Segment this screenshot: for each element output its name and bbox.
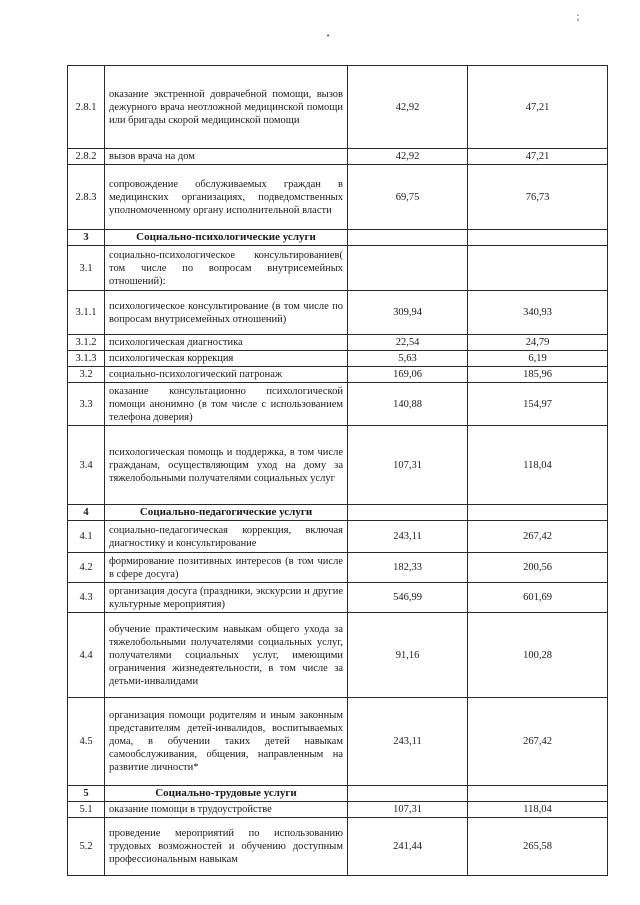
price-value-2: 24,79	[468, 335, 608, 351]
price-value-2: 340,93	[468, 291, 608, 335]
table-row	[68, 246, 608, 291]
table-row	[68, 165, 608, 230]
section-number: 3	[68, 230, 105, 246]
price-value-2: 267,42	[468, 698, 608, 786]
section-row	[68, 786, 608, 802]
price-value-2	[468, 505, 608, 521]
price-value-1: 107,31	[348, 426, 468, 505]
row-number: 2.8.3	[68, 165, 105, 230]
row-number: 3.1.1	[68, 291, 105, 335]
section-title: Социально-трудовые услуги	[105, 786, 348, 802]
price-value-2: 200,56	[468, 553, 608, 583]
price-value-2: 6,19	[468, 351, 608, 367]
service-name: оказание помощи в трудоустройстве	[105, 802, 348, 818]
section-title: Социально-педагогические услуги	[105, 505, 348, 521]
row-number: 4.2	[68, 553, 105, 583]
price-value-1: 107,31	[348, 802, 468, 818]
table-row	[68, 802, 608, 818]
price-value-1	[348, 246, 468, 291]
table-row	[68, 66, 608, 149]
price-value-2: 185,96	[468, 367, 608, 383]
price-value-1: 241,44	[348, 818, 468, 876]
service-name: психологическое консультирование (в том числе по вопросам внутрисемейных отношений)	[105, 291, 348, 335]
scan-artifact-mark: ⁏	[576, 12, 580, 23]
price-value-2: 267,42	[468, 521, 608, 553]
row-number: 3.1.2	[68, 335, 105, 351]
row-number: 5.1	[68, 802, 105, 818]
price-value-1: 91,16	[348, 613, 468, 698]
price-value-1: 69,75	[348, 165, 468, 230]
service-name: психологическая диагностика	[105, 335, 348, 351]
price-value-1: 243,11	[348, 521, 468, 553]
price-value-1: 182,33	[348, 553, 468, 583]
price-value-2: 100,28	[468, 613, 608, 698]
price-value-2: 47,21	[468, 66, 608, 149]
service-name: психологическая помощь и поддержка, в том числе гражданам, осуществляющим уход на дому за тяжелобольными получателями социальных услуг	[105, 426, 348, 505]
row-number: 4.4	[68, 613, 105, 698]
service-name: формирование позитивных интересов (в том числе в сфере досуга)	[105, 553, 348, 583]
table-row	[68, 351, 608, 367]
table-row	[68, 335, 608, 351]
price-value-1: 140,88	[348, 383, 468, 426]
section-title: Социально-психологические услуги	[105, 230, 348, 246]
row-number: 3.3	[68, 383, 105, 426]
row-number: 5.2	[68, 818, 105, 876]
price-value-2: 265,58	[468, 818, 608, 876]
section-row	[68, 505, 608, 521]
row-number: 3.2	[68, 367, 105, 383]
table-row	[68, 149, 608, 165]
table-row	[68, 367, 608, 383]
section-number: 4	[68, 505, 105, 521]
service-name: оказание экстренной доврачебной помощи, вызов дежурного врача неотложной медицинской помощи или бригады скорой медицинской помощи	[105, 66, 348, 149]
price-value-1	[348, 505, 468, 521]
price-value-1: 309,94	[348, 291, 468, 335]
service-name: проведение мероприятий по использованию трудовых возможностей и обучению доступным профессиональным навыкам	[105, 818, 348, 876]
service-name: обучение практическим навыкам общего ухода за тяжелобольными получателями социальных услуг, получателями социальных услуг, имеющими ограничения жизнедеятельности, в том числе за детьми-инвалидами	[105, 613, 348, 698]
table-row	[68, 613, 608, 698]
table-row	[68, 291, 608, 335]
row-number: 3.1.3	[68, 351, 105, 367]
service-name: оказание консультационно психологической помощи анонимно (в том числе с использованием телефона доверия)	[105, 383, 348, 426]
price-value-1: 243,11	[348, 698, 468, 786]
price-value-1	[348, 230, 468, 246]
price-value-1: 42,92	[348, 66, 468, 149]
price-value-2: 601,69	[468, 583, 608, 613]
tariff-table	[67, 65, 608, 876]
price-value-2: 76,73	[468, 165, 608, 230]
table-row	[68, 383, 608, 426]
service-name: социально-психологический патронаж	[105, 367, 348, 383]
service-name: сопровождение обслуживаемых граждан в медицинских организациях, подведомственных уполномоченному органу исполнительной власти	[105, 165, 348, 230]
scan-artifact-dot: •	[326, 32, 331, 40]
price-value-2: 47,21	[468, 149, 608, 165]
price-value-1: 42,92	[348, 149, 468, 165]
price-value-1: 5,63	[348, 351, 468, 367]
row-number: 4.1	[68, 521, 105, 553]
price-value-2	[468, 246, 608, 291]
row-number: 2.8.1	[68, 66, 105, 149]
service-name: социально-педагогическая коррекция, включая диагностику и консультирование	[105, 521, 348, 553]
price-value-2: 154,97	[468, 383, 608, 426]
price-value-2: 118,04	[468, 802, 608, 818]
table-row	[68, 426, 608, 505]
table-row	[68, 818, 608, 876]
service-name: вызов врача на дом	[105, 149, 348, 165]
service-name: организация досуга (праздники, экскурсии и другие культурные мероприятия)	[105, 583, 348, 613]
price-value-1: 22,54	[348, 335, 468, 351]
row-number: 4.5	[68, 698, 105, 786]
section-number: 5	[68, 786, 105, 802]
row-number: 3.1	[68, 246, 105, 291]
table-row	[68, 553, 608, 583]
row-number: 4.3	[68, 583, 105, 613]
price-value-2	[468, 786, 608, 802]
price-value-2	[468, 230, 608, 246]
price-value-1	[348, 786, 468, 802]
price-value-1: 169,06	[348, 367, 468, 383]
service-name: психологическая коррекция	[105, 351, 348, 367]
table-row	[68, 583, 608, 613]
section-row	[68, 230, 608, 246]
table-row	[68, 521, 608, 553]
service-name: социально-психологическое консультированиев( том числе по вопросам внутрисемейных отношений):	[105, 246, 348, 291]
service-name: организация помощи родителям и иным законным представителям детей-инвалидов, воспитываемых дома, в обучении таких детей навыкам самообслуживания, общения, направленным на развитие личности*	[105, 698, 348, 786]
price-value-2: 118,04	[468, 426, 608, 505]
price-value-1: 546,99	[348, 583, 468, 613]
row-number: 2.8.2	[68, 149, 105, 165]
table-row	[68, 698, 608, 786]
row-number: 3.4	[68, 426, 105, 505]
